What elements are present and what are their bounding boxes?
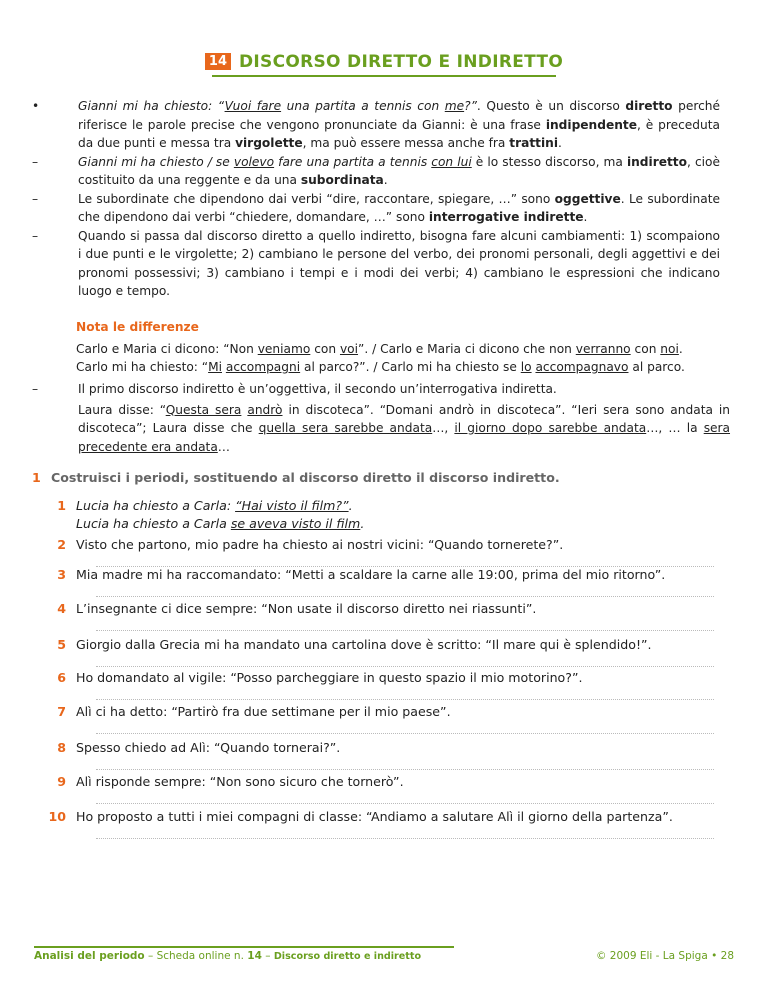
footer-book-title: Analisi del periodo	[34, 950, 145, 962]
list-item-text	[78, 190, 720, 227]
answer-line[interactable]	[96, 733, 714, 734]
exercise-item-text	[76, 498, 730, 513]
text-run: sera precedente era andata	[78, 421, 731, 454]
text-run: interrogative indirette	[428, 210, 584, 224]
text-run: .	[348, 498, 353, 513]
text-run: subordinata	[300, 173, 384, 187]
exercise-item-text: Ho proposto a tutti i miei compagni di classe: “Andiamo a salutare Alì il giorno della partenza”.	[76, 809, 673, 824]
exercise-item-text: Mia madre mi ha raccomandato: “Metti a scaldare la carne alle 19:00, prima del mio ritorno”.	[76, 567, 666, 582]
rules-list-item	[30, 97, 720, 153]
rules-list-item	[30, 227, 720, 301]
exercise-item-number: 8	[57, 740, 66, 755]
text-run: volevo	[233, 154, 275, 169]
text-run: voi	[339, 341, 359, 356]
exercise-item	[30, 740, 730, 760]
text-run: Vuoi fare	[224, 99, 282, 113]
answer-line[interactable]	[96, 803, 714, 804]
exercise-item-number: 10	[48, 809, 66, 824]
text-run: se aveva visto il film	[230, 516, 361, 531]
answer-text	[76, 516, 730, 531]
exercise-item	[30, 774, 730, 794]
footer-sheet-title: Discorso diretto e indiretto	[273, 951, 422, 962]
list-marker: –	[32, 154, 39, 169]
text-run: oggettive	[554, 191, 621, 206]
footer-copyright: © 2009 Eli - La Spiga • 28	[595, 950, 734, 962]
text-run: il giorno dopo sarebbe andata	[454, 421, 647, 435]
exercise-item	[30, 498, 730, 518]
text-run: Lucia ha chiesto a Carla:	[76, 498, 236, 513]
text-run: Il primo discorso indiretto è un’oggettiva, il secondo un’interrogativa indiretta.	[78, 382, 557, 396]
text-run: .	[383, 173, 388, 187]
text-run: …,	[432, 421, 455, 435]
text-run: andrò	[247, 402, 283, 417]
text-run: perché riferisce le parole precise che vengono pronunciate da Gianni: è una frase	[78, 99, 720, 132]
example-line	[76, 340, 726, 359]
list-marker: –	[32, 382, 39, 396]
page-title: DISCORSO DIRETTO E INDIRETTO	[239, 52, 564, 72]
text-run: .	[360, 516, 365, 531]
exercise-item-text: Spesso chiedo ad Alì: “Quando tornerai?”.	[76, 740, 341, 755]
text-run: me	[444, 99, 465, 113]
exercise-item-number: 9	[57, 774, 66, 789]
list-item-text	[78, 97, 720, 153]
text-run: diretto	[625, 99, 673, 113]
text-run: Quando si passa dal discorso diretto a quello indiretto, bisogna fare alcuni cambiamenti: 1) scompaiono i due punti e le virgolette; 2) cambiano le persone del verbo, dei pronomi personali, degli aggettivi e dei pronomi possessivi; 3) cambiano i tempi e i modi dei verbi; 4) cambiano le espressioni che indicano luogo e tempo.	[78, 228, 720, 298]
text-run: con	[310, 341, 340, 356]
text-run: veniamo	[257, 341, 311, 356]
list-item-text	[78, 227, 720, 301]
text-run: .	[583, 210, 588, 224]
text-run: fare una partita a tennis	[274, 154, 432, 169]
sheet-number-badge: 14	[205, 53, 231, 70]
text-run: Mi	[208, 360, 222, 374]
exercise-item-text: Giorgio dalla Grecia mi ha mandato una cartolina dove è scritto: “Il mare qui è splendido!”.	[76, 637, 652, 652]
footer-separator: –	[261, 950, 274, 962]
text-run: al parco?”. / Carlo mi ha chiesto se	[300, 360, 521, 374]
answer-line[interactable]	[96, 596, 714, 597]
differences-box	[76, 318, 726, 377]
text-run: in discoteca”. “Domani andrò in discoteca”. “Ieri sera sono andata in discoteca”; Laura disse che	[78, 402, 731, 435]
rules-list-item	[30, 153, 720, 190]
rules-list-item	[30, 190, 720, 227]
exercise-instruction: Costruisci i periodi, sostituendo al discorso diretto il discorso indiretto.	[51, 470, 560, 485]
text-run: noi	[660, 341, 679, 356]
text-run: , è preceduta da due punti e messa tra	[78, 117, 720, 150]
footer-rule	[34, 946, 454, 948]
exercise-item	[30, 537, 730, 557]
text-run: indiretto	[626, 154, 687, 169]
text-run: .	[558, 136, 562, 150]
exercise-item-number: 2	[57, 537, 66, 552]
list-item-text	[78, 153, 720, 190]
example-line	[76, 358, 726, 377]
text-run: una partita a tennis con	[281, 99, 445, 113]
text-run: Le subordinate che dipendono dai verbi “dire, raccontare, spiegare, …” sono	[78, 191, 555, 206]
text-run: “Hai visto il film?”	[235, 498, 349, 513]
text-run: .	[678, 341, 683, 356]
text-run: verranno	[575, 341, 631, 356]
rules-list-item-5	[30, 380, 730, 456]
page-footer	[34, 950, 734, 968]
text-run: Gianni mi ha chiesto: “	[78, 99, 225, 113]
footer-left	[34, 950, 421, 962]
text-run: , ma può essere messa anche fra	[302, 136, 510, 150]
answer-line[interactable]	[96, 699, 714, 700]
text-run: Lucia ha chiesto a Carla	[76, 516, 231, 531]
exercise-number: 1	[32, 470, 41, 485]
text-run: Carlo e Maria ci dicono: “Non	[76, 341, 258, 356]
text-run: ?”	[464, 99, 477, 113]
exercise-item-number: 7	[57, 704, 66, 719]
list-marker: •	[32, 99, 40, 113]
exercise-item-text: Ho domandato al vigile: “Posso parcheggiare in questo spazio il mio motorino?”.	[76, 670, 583, 685]
text-run: …, … la	[646, 421, 704, 435]
answer-line[interactable]	[96, 666, 714, 667]
text-run: , cioè costituito da una reggente e da una	[78, 154, 720, 187]
text-run: con lui	[431, 154, 472, 169]
text-run: quella sera sarebbe andata	[258, 421, 433, 435]
list-marker: –	[32, 228, 39, 243]
exercise-item	[30, 704, 730, 724]
exercise-item-number: 6	[57, 670, 66, 685]
title-underline	[212, 75, 556, 77]
differences-heading: Nota le differenze	[76, 320, 199, 334]
text-run: …	[217, 439, 230, 454]
footer-sheet-number: 14	[247, 950, 262, 962]
rules-list	[30, 97, 720, 301]
page-header	[0, 52, 768, 72]
exercise-item	[30, 637, 730, 657]
text-run: con	[630, 341, 661, 356]
text-run: ”. / Carlo e Maria ci dicono che non	[358, 341, 576, 356]
footer-sheet-label: – Scheda online n.	[144, 950, 248, 962]
exercise-item-text: Visto che partono, mio padre ha chiesto ai nostri vicini: “Quando tornerete?”.	[76, 537, 564, 552]
exercise-item	[30, 809, 730, 829]
exercise-item-number: 5	[57, 637, 66, 652]
text-run: Gianni mi ha chiesto / se	[78, 154, 234, 169]
text-run: lo	[520, 360, 532, 374]
text-run: Questa sera	[165, 402, 242, 417]
exercise-header	[30, 470, 730, 485]
exercise-item-text: L’insegnante ci dice sempre: “Non usate il discorso diretto nei riassunti”.	[76, 601, 537, 616]
exercise-item-number: 3	[57, 567, 66, 582]
text-run: è lo stesso discorso, ma	[471, 154, 627, 169]
answer-line[interactable]	[96, 838, 714, 839]
exercise-item	[30, 601, 730, 621]
text-run: Laura disse: “	[78, 402, 166, 417]
list-marker: –	[32, 191, 39, 206]
text-run: Carlo mi ha chiesto: “	[76, 360, 209, 374]
text-run: accompagnavo	[535, 360, 629, 374]
exercise-item-text: Alì ci ha detto: “Partirò fra due settimane per il mio paese”.	[76, 704, 451, 719]
list-item-text	[78, 380, 730, 399]
exercise-item-text: Alì risponde sempre: “Non sono sicuro che tornerò”.	[76, 774, 404, 789]
text-run: indipendente	[545, 117, 637, 132]
text-run: virgolette	[235, 136, 303, 150]
text-run: . Questo è un discorso	[476, 99, 626, 113]
list-item-text	[78, 401, 730, 457]
exercise-item-number: 4	[57, 601, 66, 616]
answer-line[interactable]	[96, 769, 714, 770]
exercise-item	[30, 567, 730, 587]
text-run: accompagni	[225, 360, 301, 374]
text-run: trattini	[509, 136, 559, 150]
text-run: al parco.	[628, 360, 685, 374]
answer-line[interactable]	[96, 630, 714, 631]
exercise-item	[30, 670, 730, 690]
text-run: . Le subordinate che dipendono dai verbi “chiedere, domandare, …” sono	[78, 191, 720, 224]
exercise-item-number: 1	[57, 498, 66, 513]
